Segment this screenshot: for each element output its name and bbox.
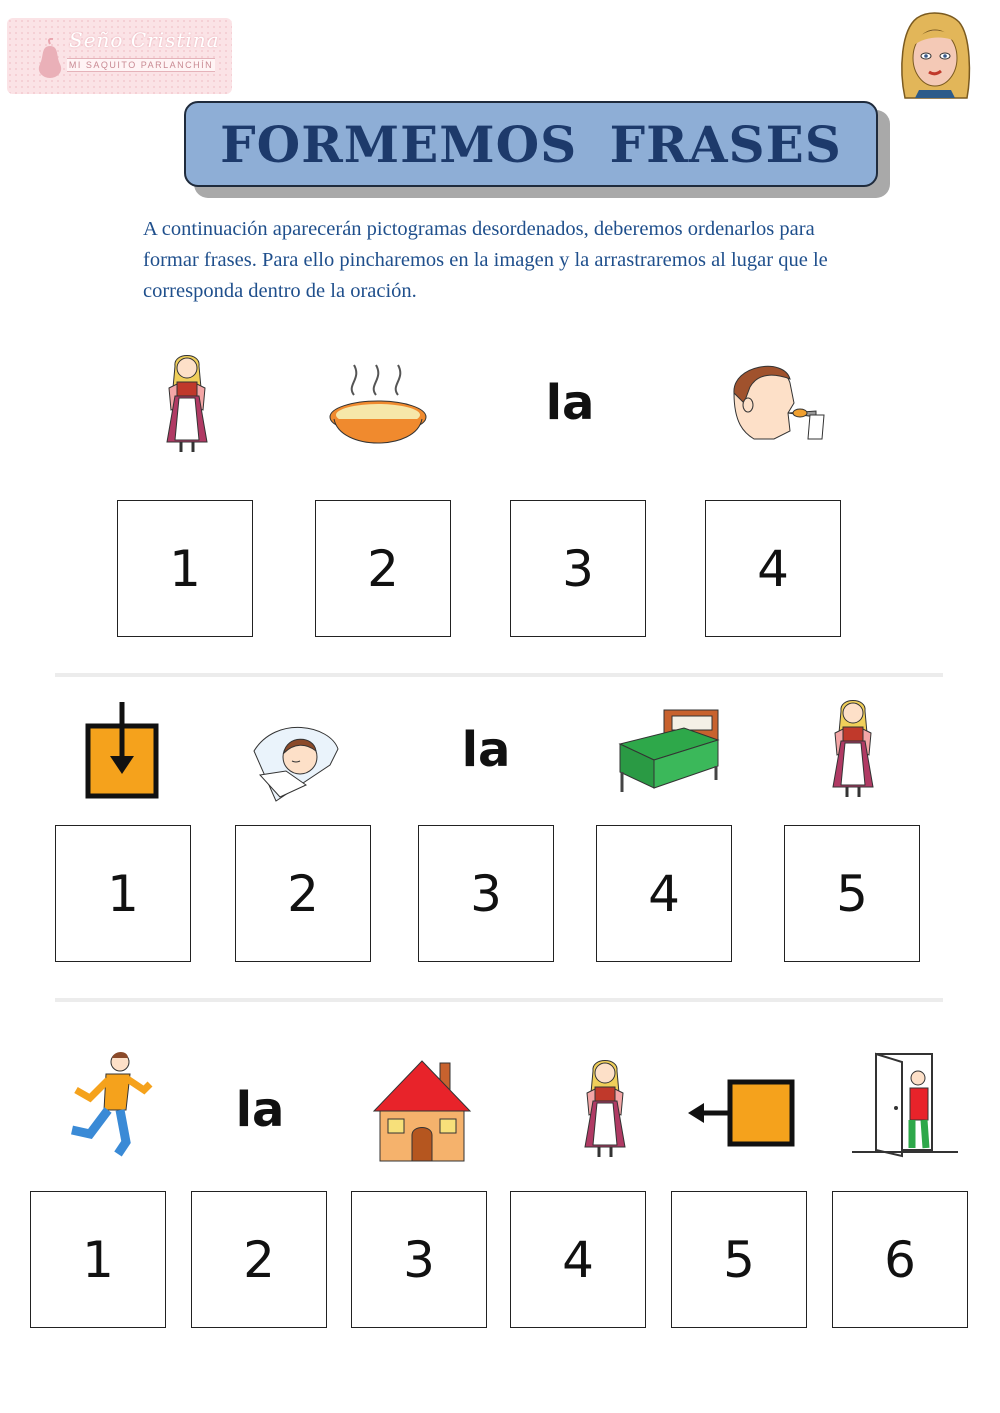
- slot-number: 5: [723, 1230, 755, 1289]
- brand-logo: [7, 18, 232, 94]
- girl-icon: [823, 693, 883, 803]
- word-la: la: [545, 375, 595, 431]
- pictogram-house[interactable]: [370, 1055, 474, 1165]
- drop-slot[interactable]: [705, 500, 841, 637]
- slot-number: 3: [562, 539, 594, 598]
- pictogram-la[interactable]: [210, 1055, 310, 1165]
- slot-number: 3: [403, 1230, 435, 1289]
- section-divider: [55, 998, 943, 1002]
- arrow-out-box-icon: [686, 1060, 796, 1160]
- slot-number: 1: [169, 539, 201, 598]
- word-la: la: [461, 722, 511, 778]
- girl-icon: [575, 1053, 635, 1163]
- house-icon: [370, 1055, 474, 1165]
- eating-icon: [724, 353, 834, 453]
- drop-slot[interactable]: [596, 825, 732, 962]
- drop-slot[interactable]: [117, 500, 253, 637]
- slot-number: 5: [836, 864, 868, 923]
- running-icon: [60, 1050, 160, 1160]
- pictogram-girl[interactable]: [137, 348, 237, 458]
- pictogram-door[interactable]: [852, 1048, 958, 1158]
- slot-number: 3: [470, 864, 502, 923]
- slot-number: 1: [107, 864, 139, 923]
- pictogram-exit[interactable]: [686, 1055, 796, 1165]
- logo-subtitle: MI SAQUITO PARLANCHÍN: [68, 60, 214, 70]
- girl-icon: [157, 348, 217, 458]
- drop-slot[interactable]: [784, 825, 920, 962]
- sleeping-icon: [246, 705, 346, 805]
- slot-number: 4: [757, 539, 789, 598]
- drop-slot[interactable]: [671, 1191, 807, 1328]
- page-title: FORMEMOS FRASES: [220, 114, 842, 174]
- pictogram-girl[interactable]: [555, 1053, 655, 1163]
- slot-number: 4: [648, 864, 680, 923]
- teacher-avatar-icon: [895, 10, 975, 102]
- drop-slot[interactable]: [510, 1191, 646, 1328]
- slot-number: 1: [82, 1230, 114, 1289]
- instructions-text: A continuación aparecerán pictogramas desordenados, deberemos ordenarlos para formar frases. Para ello pincharemos en la imagen y la arrastraremos al lugar que le corresponda dentro de la oración.: [143, 218, 828, 302]
- drop-slot[interactable]: [30, 1191, 166, 1328]
- pictogram-run[interactable]: [60, 1050, 160, 1160]
- drop-slot[interactable]: [832, 1191, 968, 1328]
- pictogram-la[interactable]: [436, 695, 536, 805]
- pictogram-eat[interactable]: [724, 348, 834, 458]
- slot-number: 2: [243, 1230, 275, 1289]
- pictogram-girl[interactable]: [803, 693, 903, 803]
- logo-title: Seño Cristina: [69, 28, 220, 52]
- pictogram-la[interactable]: [520, 348, 620, 458]
- arrow-into-box-icon: [82, 698, 162, 802]
- drop-slot[interactable]: [235, 825, 371, 962]
- drop-slot[interactable]: [191, 1191, 327, 1328]
- door-exit-icon: [852, 1048, 958, 1158]
- pictogram-bed[interactable]: [614, 695, 726, 805]
- pictogram-soup[interactable]: [326, 350, 430, 460]
- word-la: la: [235, 1082, 285, 1138]
- slot-number: 2: [367, 539, 399, 598]
- slot-number: 2: [287, 864, 319, 923]
- pictogram-sleep[interactable]: [246, 700, 346, 810]
- drop-slot[interactable]: [418, 825, 554, 962]
- slot-number: 6: [884, 1230, 916, 1289]
- drop-slot[interactable]: [351, 1191, 487, 1328]
- drop-slot[interactable]: [315, 500, 451, 637]
- drop-slot[interactable]: [510, 500, 646, 637]
- pear-icon: [35, 38, 65, 78]
- soup-bowl-icon: [326, 355, 430, 455]
- pictogram-enter[interactable]: [72, 695, 172, 805]
- title-banner: [184, 101, 878, 187]
- section-divider: [55, 673, 943, 677]
- slot-number: 4: [562, 1230, 594, 1289]
- drop-slot[interactable]: [55, 825, 191, 962]
- bed-icon: [614, 700, 726, 800]
